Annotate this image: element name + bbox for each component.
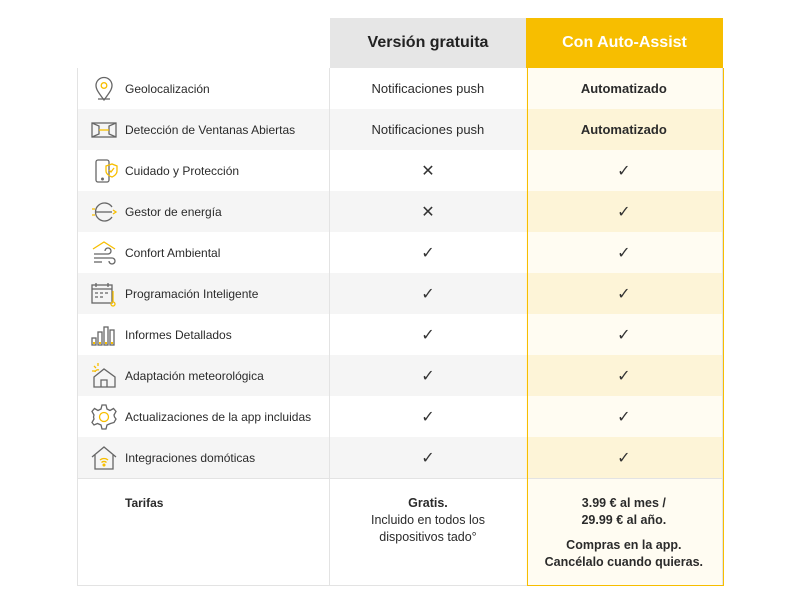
pro-price-note: Cancélalo cuando quieras.	[544, 555, 704, 569]
cross-mark: ✕	[329, 150, 525, 191]
location-pin-icon	[89, 75, 119, 103]
feature-label: Programación Inteligente	[125, 286, 259, 301]
table-body	[77, 68, 723, 586]
table-header	[77, 18, 723, 68]
feature-cell	[78, 232, 329, 273]
pro-value: Automatizado	[526, 109, 722, 150]
free-value: Notificaciones push	[329, 109, 525, 150]
check-mark: ✓	[329, 396, 525, 437]
check-mark: ✓	[526, 191, 722, 232]
table-row	[78, 314, 722, 355]
check-mark: ✓	[526, 232, 722, 273]
free-price-line: dispositivos tado°	[379, 530, 477, 544]
feature-label: Gestor de energía	[125, 204, 222, 219]
check-mark: ✓	[526, 437, 722, 478]
pro-price-monthly: 3.99 € al mes /	[581, 496, 666, 510]
pro-pricing	[526, 479, 722, 585]
table-row	[78, 68, 722, 109]
table-row	[78, 355, 722, 396]
table-row	[78, 109, 722, 150]
free-price-line: Incluido en todos los	[371, 513, 485, 527]
pro-price-yearly: 29.99 € al año.	[581, 513, 667, 527]
feature-cell	[78, 396, 329, 437]
check-mark: ✓	[526, 396, 722, 437]
feature-label: Adaptación meteorológica	[125, 368, 264, 383]
free-price-title: Gratis.	[408, 496, 448, 510]
table-row	[78, 191, 722, 232]
feature-label: Confort Ambiental	[125, 245, 221, 260]
feature-label: Integraciones domóticas	[125, 450, 256, 465]
bar-chart-icon	[89, 321, 119, 349]
feature-cell	[78, 150, 329, 191]
feature-cell	[78, 355, 329, 396]
check-mark: ✓	[329, 232, 525, 273]
free-version-header: Versión gratuita	[330, 18, 526, 68]
house-wind-icon	[89, 239, 119, 267]
feature-label: Informes Detallados	[125, 327, 232, 342]
free-value: Notificaciones push	[329, 68, 525, 109]
pricing-label: Tarifas	[125, 496, 164, 510]
check-mark: ✓	[526, 314, 722, 355]
table-row	[78, 232, 722, 273]
feature-label: Detección de Ventanas Abiertas	[125, 122, 296, 137]
header-spacer	[77, 18, 330, 68]
table-row	[78, 273, 722, 314]
shield-phone-icon	[89, 157, 119, 185]
auto-assist-header: Con Auto-Assist	[526, 18, 723, 68]
feature-label: Cuidado y Protección	[125, 163, 240, 178]
check-mark: ✓	[329, 437, 525, 478]
energy-icon	[89, 198, 119, 226]
gear-icon	[89, 403, 119, 431]
feature-cell	[78, 437, 329, 478]
comparison-table	[77, 18, 723, 586]
cross-mark: ✕	[329, 191, 525, 232]
table-row	[78, 396, 722, 437]
feature-label: Actualizaciones de la app incluidas	[125, 409, 312, 424]
check-mark: ✓	[526, 150, 722, 191]
house-sun-icon	[89, 362, 119, 390]
pro-value: Automatizado	[526, 68, 722, 109]
table-row	[78, 437, 722, 478]
feature-cell	[78, 273, 329, 314]
check-mark: ✓	[329, 355, 525, 396]
open-window-icon	[89, 116, 119, 144]
feature-cell	[78, 191, 329, 232]
feature-cell	[78, 109, 329, 150]
feature-cell	[78, 314, 329, 355]
smart-home-icon	[89, 444, 119, 472]
calendar-thermometer-icon	[89, 280, 119, 308]
check-mark: ✓	[329, 273, 525, 314]
feature-label: Geolocalización	[125, 81, 210, 96]
check-mark: ✓	[329, 314, 525, 355]
check-mark: ✓	[526, 355, 722, 396]
pricing-row	[78, 478, 722, 585]
table-row	[78, 150, 722, 191]
check-mark: ✓	[526, 273, 722, 314]
feature-cell	[78, 68, 329, 109]
free-pricing	[329, 479, 525, 585]
pro-price-note: Compras en la app.	[566, 538, 682, 552]
